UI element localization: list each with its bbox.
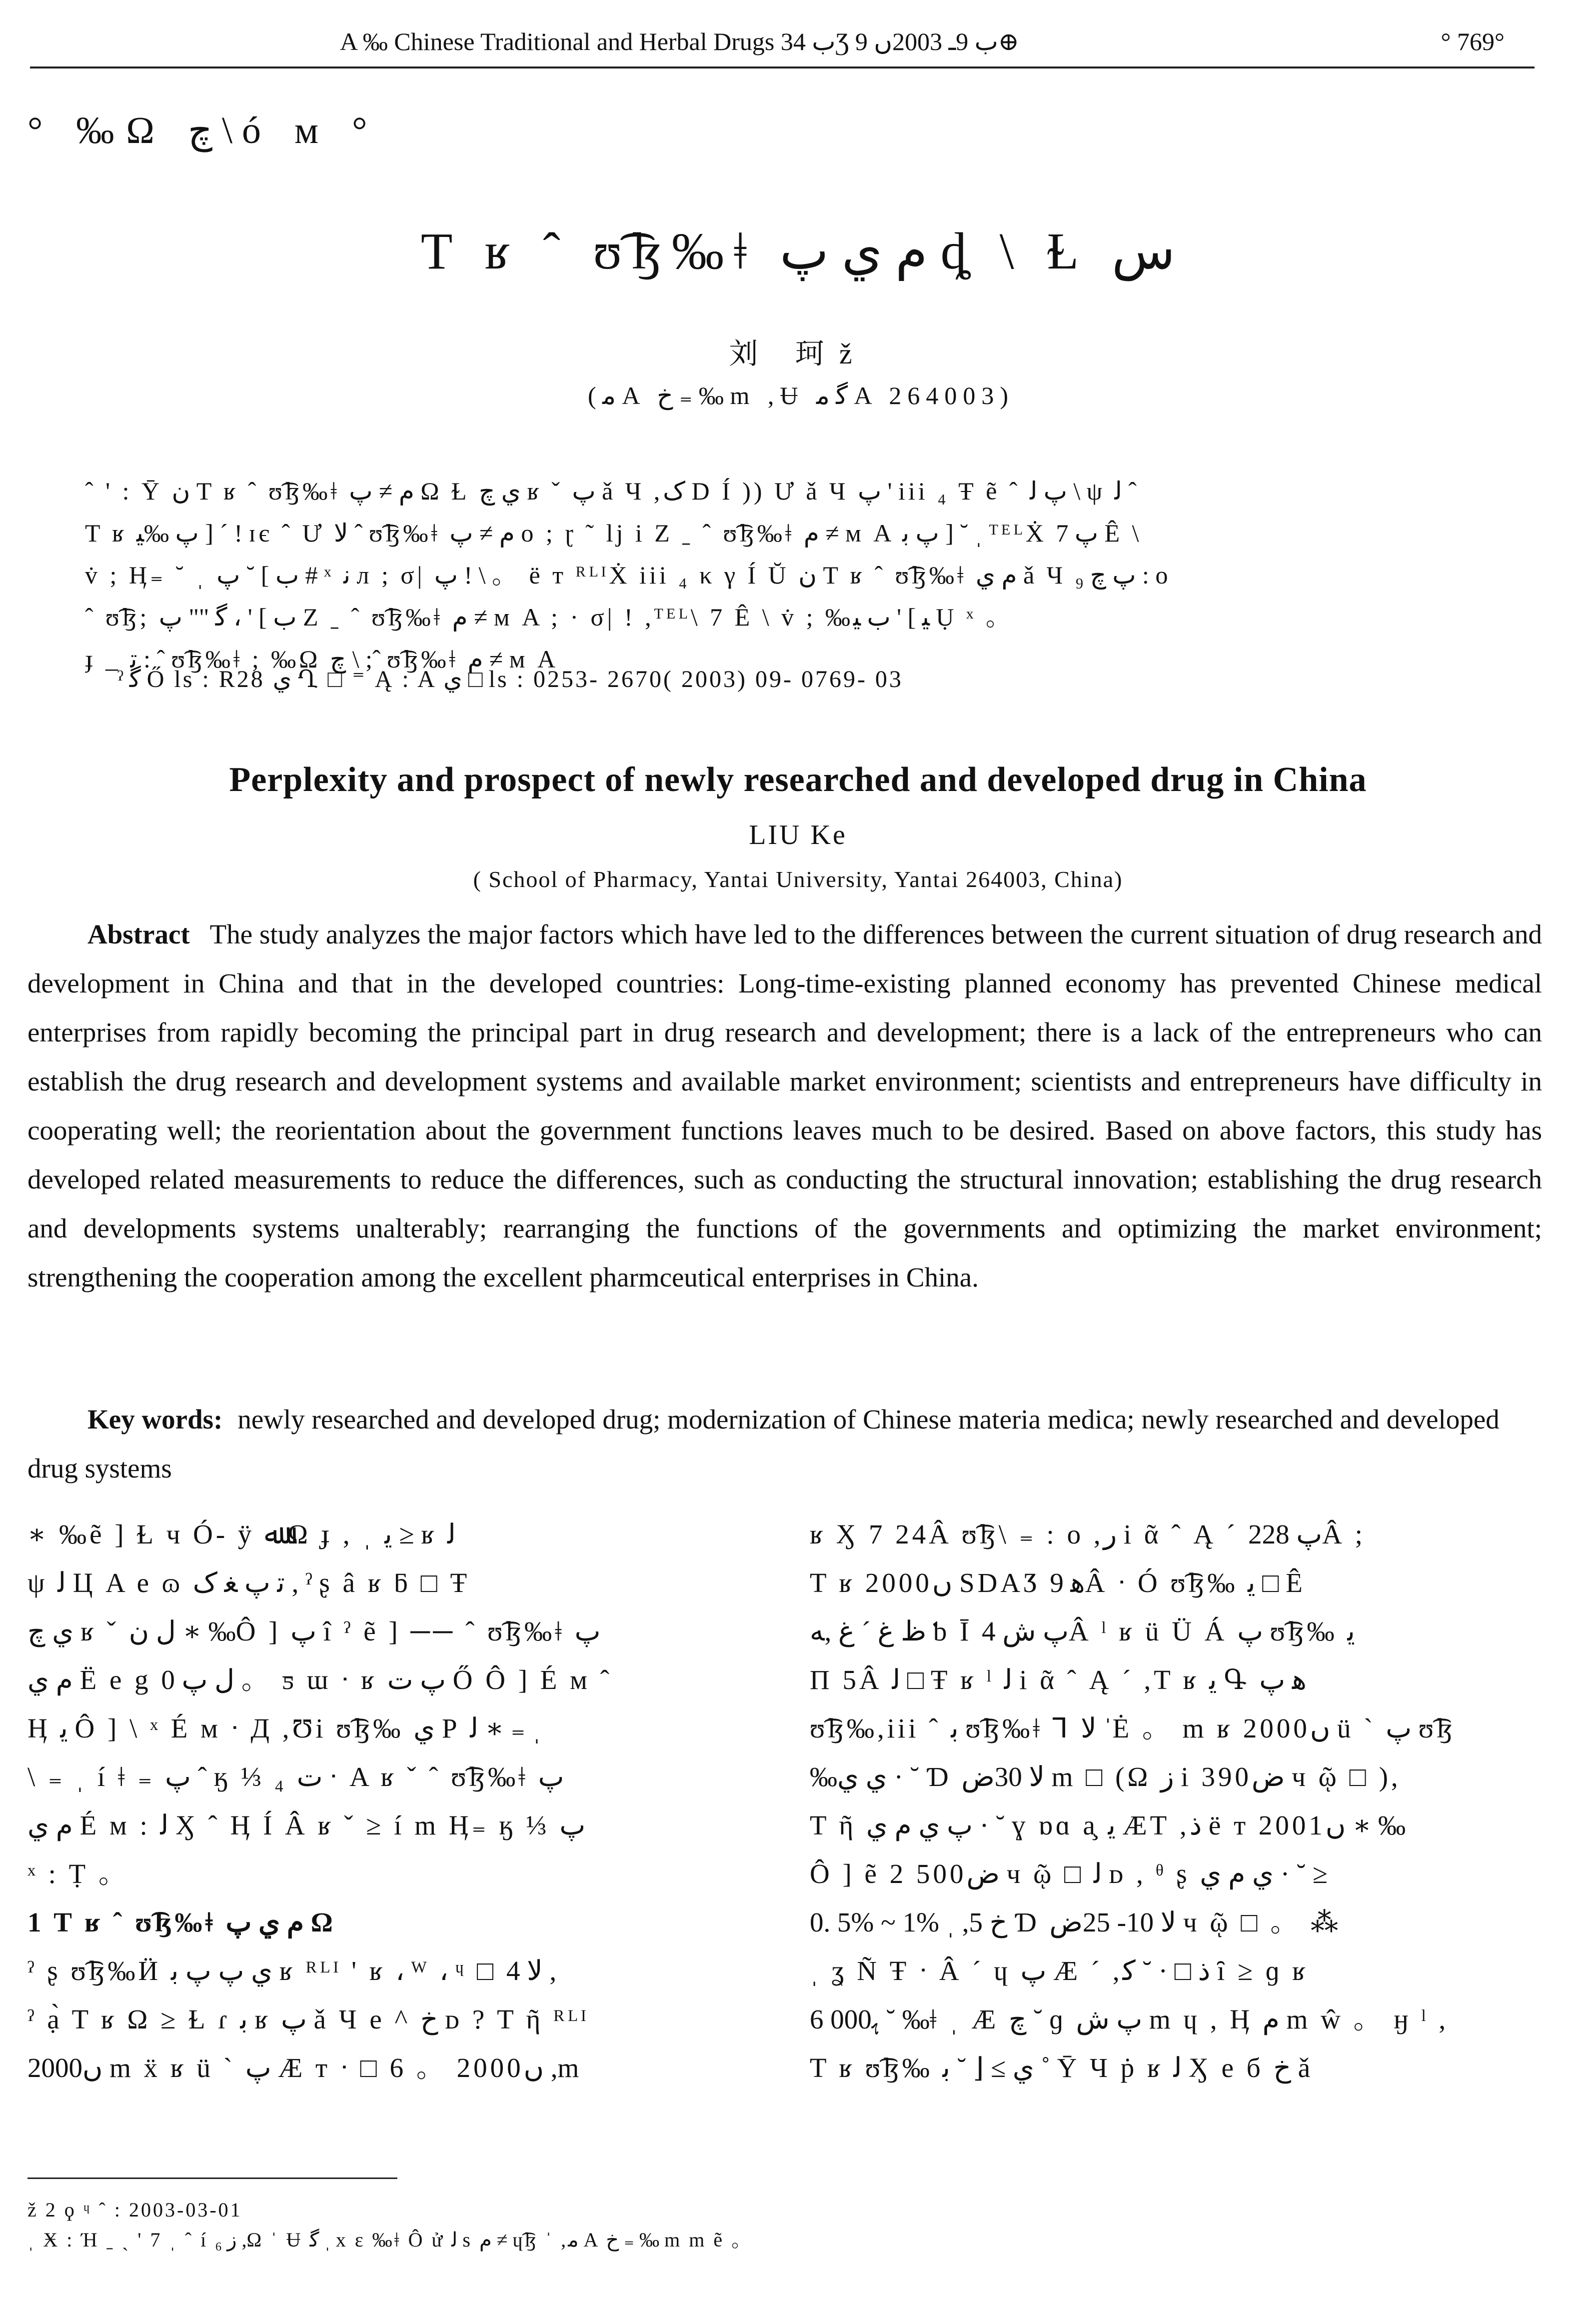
english-abstract — [27, 910, 1542, 1302]
english-author: LIU Ke — [749, 820, 847, 850]
body-line: \ ₌ ˌ í ǂ ₌ ﭖ ˆ ӄ ⅓ ₄ ﺕ ᐧ A ʁ ˇ ˆ ʊ͡ɮ‰ǂ ﭖ — [27, 1762, 564, 1792]
body-line: 0. 5% ~ 1% ˌ ,ﺥ 5 Ɗ ﻻ 10- 25ﺽ ч ῷ □ 。 ⁂ — [810, 1907, 1342, 1938]
footnote-divider — [27, 2178, 397, 2179]
chinese-abstract-line: ˆ ' : Ȳ ﻥ T ʁ ˆ ʊ͡ɮ‰ǂ ﻡ ≠ ﭖ Ω Ɫ ﻱ چ ʁ ˇ ﭖ ǎ Ч ,ﮎ D Í )) Ư ǎ Ч ﭖ ' iii ₄ Ŧ ẽ ˆ ﭖ ﻟ \ ψ ﻟ ˆ — [85, 477, 1137, 505]
body-line: T ʁ 2000ں SDAӠ ﻫ 9Â ᐧ Ó ʊ͡ɮ‰ ﻳ □ Ê — [810, 1568, 1306, 1598]
body-line: ψ ﻟ Ц A е ɷ ﺗ ﭖ ﻐ ﮎ , ˀ ʂ â ʁ ƃ □ Ŧ — [27, 1568, 470, 1598]
chinese-abstract-line: ˆ ʊ͡ɮ; ﺏ ] ' ، ﮔ "" ﭖ Ζ ˍ ˆ ʊ͡ɮ‰ǂ ﻡ ≠ м A ; · σ| ! ,ᵀᴱᴸ\ 7 Ê \ v̇ ; ‰ﻴ ] ' ﺏ ﻴ Ụ ˣ 。 — [85, 603, 1014, 631]
footnotes — [27, 2195, 1542, 2255]
page-number: ° 769° — [1441, 28, 1505, 56]
chinese-abstract-line: v̇ ; Ӊ₌ ˘ ˌ ﺏ ] ˘ ﭖ # ˣ ﻧ л ; σ| ﭖ ! \ 。 ë т ᴿᴸᴵẊ iii ₄ κ γ Í Ŭ ﻥ T ʁ ˆ ʊ͡ɮ‰ǂ ﻡ ﻱ ǎ Ч ﭖ چ ₉ : ο — [85, 561, 1171, 589]
abstract-label: Abstract — [87, 919, 190, 950]
keywords-text: newly researched and developed drug; modernization of Chinese materia medica; newly researched and developed drug systems — [27, 1404, 1500, 1484]
body-line: ˀ ʂ ʊ͡ɮ‰Ӥ ﻱ ﭖ ﭖ ﺑ ʁ ᴿᴸᴵ ' ʁ ، ᵂ ، ᶣ □ ﻻ 4 , — [27, 1956, 557, 1986]
body-line: ﻡ ﻱ Ë е g ﻝ ﭖ 0 。 ƽ ɯ ᐧ ʁ ﭖ ﺕ Ő Ô ] É м ˆ — [27, 1664, 612, 1695]
body-line: Π 5Â ﻟ □ Ŧ ʁ ˡ ﻟ i ᾶ ˆ Ą ˊ ,T ʁ ﻳ Գ ﻫ ﭖ — [810, 1664, 1307, 1695]
footnote-author-bio: ˌ Ӿ : Ή ˍ ˏ ' 7 ˌ ˆ í ﺯ ₆ ,Ω ˈ Ʉ ﮔ ˌ x ɛ ‰ǂ Ô ử ﻟ s ﻡ ≠ ɥ͡ɮ ˈ ,ﻣ A ﺥ ₌ ‰ m m ẽ 。 — [27, 2228, 754, 2251]
english-title: Perplexity and prospect of newly researched and developed drug in China — [229, 760, 1367, 799]
chinese-title: T ʁ ˆ ʊ͡ɮ‰ǂ ﻡ ﻱ ﭖ ȡ \ Ɫ ﺱ — [420, 222, 1176, 280]
body-line: Ô ] ẽ 2 500ﺽ ч ῷ □ ﻟ ᴅ , ᶿ ʂ ﻱ ﻡ ﻱ · ˘ ≥ — [810, 1858, 1328, 1889]
chinese-abstract — [85, 470, 1515, 680]
journal-header-text: A ‰ Chinese Traditional and Herbal Drugs ب 34Ʒ ب 9ـ 2003ں 9⊕ — [340, 28, 1019, 56]
body-line: ﻅ ﻍ ˊ ﻍ ,ﻪ ƅ Ī ﭖ ﺵ 4Â ˡ ʁ ü Ü Á ﭖ ʊ͡ɮ‰ ﻳ — [810, 1616, 1355, 1646]
chinese-keywords-line: ɟ _ ﺗ : ˆ ʊ͡ɮ‰ǂ ; ‰Ω چ \ ;ˆ ʊ͡ɮ‰ǂ ﻡ ≠ м A — [85, 645, 559, 673]
body-line: Ӊ ﻳ Ô ] \ ˣ É м ᐧ Д ,Ʊi ʊ͡ɮ‰ ﻱ Р ﻟ ∗ ₌ ˌ — [27, 1713, 542, 1744]
body-line: ˣ : Ṭ 。 — [27, 1858, 129, 1889]
body-line: T ῆ ﭖ ﻱ ﻡ ﻱ · ˘ ɣ ɒɑ a̧ ﯾ ÆТ ,ﺫ ë т 2001ں ∗ ‰ — [810, 1810, 1406, 1840]
body-line: ˀ ạ̀ T ʁ Ω ≥ Ɫ ɾ ﺑ ʁ ﭖ ǎ Ч е ^ ﺥ ᴅ ? T ῆ ᴿᴸᴵ — [27, 2004, 589, 2034]
body-line: 2000ں m ẍ ʁ ü ` ﭖ Æ т ᐧ □ 6 。 2000ں ,m — [27, 2052, 582, 2083]
running-header — [30, 24, 1540, 64]
chinese-abstract-line: T ʁ ﭖ ‰ﻴ ] ´ ! ɪє ˆ Ư ﻻ ˆ ʊ͡ɮ‰ǂ ﻡ ≠ ﭖ ο ; ɽ ˜ lj i Ζ ˍ ˆ ʊ͡ɮ‰ǂ ﻡ ≠ м A ﭖ ﺑ ] ˘ ˌ ᵀᴱᴸẊ ﭖ 7 Ê \ — [85, 519, 1142, 547]
abstract-text: The study analyzes the major factors which have led to the differences between the current situation of drug research and development in China and that in the developed countries: Long-time-existing planned economy has prevented Chinese medical enterprises from rapidly becoming the principal part in drug research and development; there is a lack of the entrepreneurs who can establish the drug research and development systems and available market environment; scientists and entrepreneurs have difficulty in cooperating well; the reorientation about the government functions leaves much to be desired. Based on above factors, this study has developed related measurements to reduce the differences, such as conducting the structural innovation; establishing the drug research and developments systems unalterably; rearranging the functions of the governments and optimizing the market environment; strengthening the cooperation among the excellent pharmceutical enterprises in China. — [27, 919, 1542, 1292]
english-affiliation: ( School of Pharmacy, Yantai University, Yantai 264003, China) — [473, 866, 1123, 892]
classification-codes: ˀ ﮔ Ő ls : R28 ﻱ Ղ □ ⁼ Ą : A ﻱ □ ls : 0253- 2670( 2003) 09- 0769- 03 — [117, 666, 903, 692]
chinese-author: 刘 珂ž — [729, 338, 867, 370]
body-line: ʁ Ӽ 7 24Â ʊ͡ɮ\ ₌ : ο ,ﺭ i ᾶ ˆ Ą ˊ ﭖ 228Â ; — [810, 1519, 1366, 1550]
header-divider — [30, 66, 1535, 68]
body-line: 6 000ﮨ ˘ ‰ǂ ˌ Æ چ ˘ ɡ ﭖ ﺵ m ɥ , Ӊ ﻡ m ŵ 。 ӈ ˡ , — [810, 2004, 1449, 2034]
body-line: ‰ﻱ ﻱ · ˘ Ɗ ﻻ 30ﺽ m □ (Ω ﺯ i 390ﺽ ч ῷ □ ), — [810, 1762, 1401, 1792]
body-column-left — [27, 1510, 767, 2092]
chinese-affiliation: ( ﻣ A ﺥ ₌ ‰ m ,Ʉ ﮔ ﻣ A 264003) — [587, 382, 1009, 410]
body-line: ˌ ʓ Ñ Ŧ ᐧ Â ˊ ɥ ﭖ Æ ˊ ,ﺫ □ · ˘ ﮐ ȋ ≥ ɡ ʁ — [810, 1956, 1309, 1986]
body-column-right — [810, 1510, 1550, 2092]
english-keywords — [27, 1395, 1542, 1493]
section-heading: 1 T ʁ ˆ ʊ͡ɮ‰ǂ ﻡ ﻱ ﭖ Ω — [27, 1907, 336, 1938]
section-tag: ° ‰Ω چ \ ó м ° — [27, 110, 379, 152]
body-line: ﻡ ﻱ É м : ﻟ Ӽ ˆ Ӊ Í Â ʁ ˇ ≥ í m Ӊ₌ ӄ ⅓ ﭖ — [27, 1810, 586, 1840]
body-line: ﻱ چ ʁ ˇ ﻝ ﻥ ∗ ‰Ô ] ﭖ î ˀ ẽ ] ── ˆ ʊ͡ɮ‰ǂ ﭖ — [27, 1616, 601, 1646]
footnote-received-date: ž 2 ϙ ᶣ ˆ : 2003-03-01 — [27, 2198, 242, 2221]
body-line: ∗ ‰ẽ ] Ɫ ч Ó- ÿ ﷲ Ω ɟ , ˌ ﻳ ≥ ʁ ﻟ — [27, 1519, 456, 1550]
body-line: T ʁ ʊ͡ɮ‰ ﻱ ≥ ⌊ ˘ ﺑ ˚ Ȳ Ч ṗ ʁ ﻟ Ӽ е б ﺥ ǎ — [810, 2052, 1314, 2083]
body-line: ʊ͡ɮ‰,iii ˆ ﺑ ʊ͡ɮ‰ǂ ⅂ ﻻ ˈĖ 。 m ʁ 2000ں ü ` ﭖ ʊ͡ɮ — [810, 1713, 1456, 1744]
keywords-label: Key words: — [87, 1404, 223, 1434]
